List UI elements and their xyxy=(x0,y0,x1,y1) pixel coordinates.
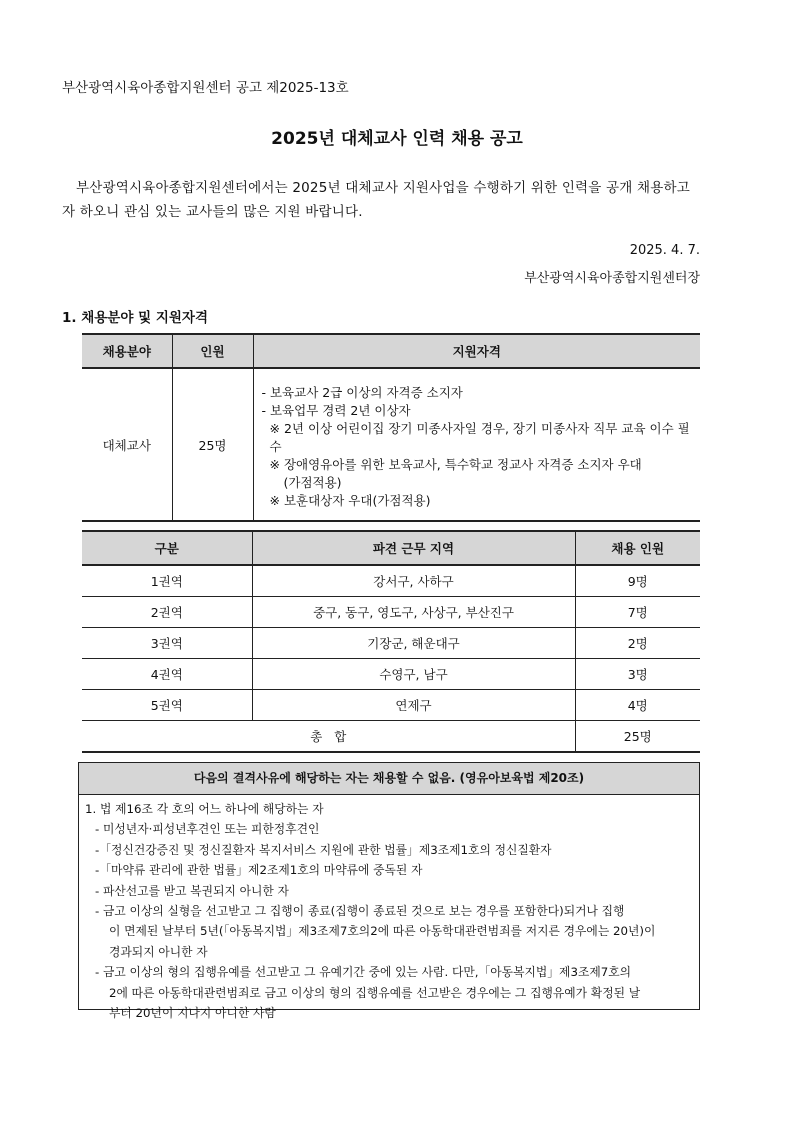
areas-cell: 중구, 동구, 영도구, 사상구, 부산진구 xyxy=(252,597,575,628)
header-quals: 지원자격 xyxy=(253,334,700,368)
table-row xyxy=(82,690,700,721)
zone-cell: 5권역 xyxy=(82,690,252,721)
zone-cell: 1권역 xyxy=(150,574,183,589)
field-cell: 대체교사 xyxy=(102,437,151,453)
zone-cell: 2권역 xyxy=(82,597,252,628)
qual-note-cont: (가점적용) xyxy=(283,475,342,490)
header-areas: 파견 근무 지역 xyxy=(252,531,575,565)
qualification-table xyxy=(82,333,700,522)
qual-note: ※ 보훈대상자 우대(가점적용) xyxy=(269,493,431,508)
zone-cell: 4권역 xyxy=(82,659,252,690)
issuer: 부산광역시육아종합지원센터장 xyxy=(524,271,700,286)
header-hires: 채용 인원 xyxy=(575,531,700,565)
disq-line: 이 면제된 날부터 5년(「아동복지법」제3조제7호의2에 따른 아동학대관련범죄를 저지른 경우에는 20년)이 xyxy=(109,924,656,939)
disq-line: - 금고 이상의 형의 집행유예를 선고받고 그 유예기간 중에 있는 사람. 다만,「아동복지법」제3조제7호의 xyxy=(95,965,632,980)
disqualification-heading: 다음의 결격사유에 해당하는 자는 채용할 수 없음. (영유아보육법 제20조) xyxy=(79,763,699,795)
disq-line: -「정신건강증진 및 정신질환자 복지서비스 지원에 관한 법률」제3조제1호의 정신질환자 xyxy=(95,842,552,857)
count-cell: 25명 xyxy=(172,368,253,521)
qual-item: - 보육업무 경력 2년 이상자 xyxy=(261,403,411,418)
disq-line: 1. 법 제16조 각 호의 어느 하나에 해당하는 자 xyxy=(85,802,324,816)
intro-paragraph: 부산광역시육아종합지원센터에서는 2025년 대체교사 지원사업을 수행하기 위한 인력을 공개 채용하고자 하오니 관심 있는 교사들의 많은 지원 바랍니다. xyxy=(62,180,690,220)
disq-line: 경과되지 아니한 자 xyxy=(109,944,208,959)
disq-line: - 파산선고를 받고 복권되지 아니한 자 xyxy=(95,883,289,898)
header-count: 인원 xyxy=(172,334,253,368)
qual-note: ※ 2년 이상 어린이집 장기 미종사자일 경우, 장기 미종사자 직무 교육 이수 필수 xyxy=(269,421,690,454)
qual-item: - 보육교사 2급 이상의 자격증 소지자 xyxy=(261,385,463,400)
disq-line: -「마약류 관리에 관한 법률」제2조제1호의 마약류에 중독된 자 xyxy=(95,863,423,878)
areas-cell: 강서구, 사하구 xyxy=(252,565,575,597)
zone-cell: 3권역 xyxy=(82,628,252,659)
total-label: 총 합 xyxy=(82,721,575,753)
notice-date: 2025. 4. 7. xyxy=(629,243,700,258)
notice-number: 부산광역시육아종합지원센터 공고 제2025-13호 xyxy=(62,80,349,96)
areas-cell: 수영구, 남구 xyxy=(252,659,575,690)
total-row xyxy=(82,721,700,753)
table-row xyxy=(82,565,700,597)
region-table xyxy=(82,530,700,753)
areas-cell: 연제구 xyxy=(252,690,575,721)
table-row xyxy=(82,628,700,659)
section-heading: 1. 채용분야 및 지원자격 xyxy=(62,310,208,326)
hires-cell: 3명 xyxy=(575,659,700,690)
quals-cell xyxy=(253,368,700,521)
disq-line: - 미성년자·피성년후견인 또는 피한정후견인 xyxy=(95,822,320,837)
hires-cell: 7명 xyxy=(575,597,700,628)
total-value: 25명 xyxy=(575,721,700,753)
hires-cell: 2명 xyxy=(575,628,700,659)
hires-cell: 4명 xyxy=(575,690,700,721)
areas-cell: 기장군, 해운대구 xyxy=(252,628,575,659)
header-field: 채용분야 xyxy=(82,334,172,368)
disq-line: - 금고 이상의 실형을 선고받고 그 집행이 종료(집행이 종료된 것으로 보는 경우를 포함한다)되거나 집행 xyxy=(95,904,625,919)
qual-note: ※ 장애영유아를 위한 보육교사, 특수학교 정교사 자격증 소지자 우대 xyxy=(269,457,642,472)
table-row xyxy=(82,659,700,690)
disq-line: 부터 20년이 지나지 아니한 사람 xyxy=(109,1006,276,1021)
header-zone: 구분 xyxy=(82,531,252,565)
table-row xyxy=(82,597,700,628)
disqualification-box xyxy=(78,762,700,1021)
page-title: 2025년 대체교사 인력 채용 공고 xyxy=(271,129,523,149)
hires-cell: 9명 xyxy=(575,565,700,597)
disq-line: 2에 따른 아동학대관련범죄로 금고 이상의 형의 집행유예를 선고받은 경우에는 그 집행유예가 확정된 날 xyxy=(109,985,641,1000)
